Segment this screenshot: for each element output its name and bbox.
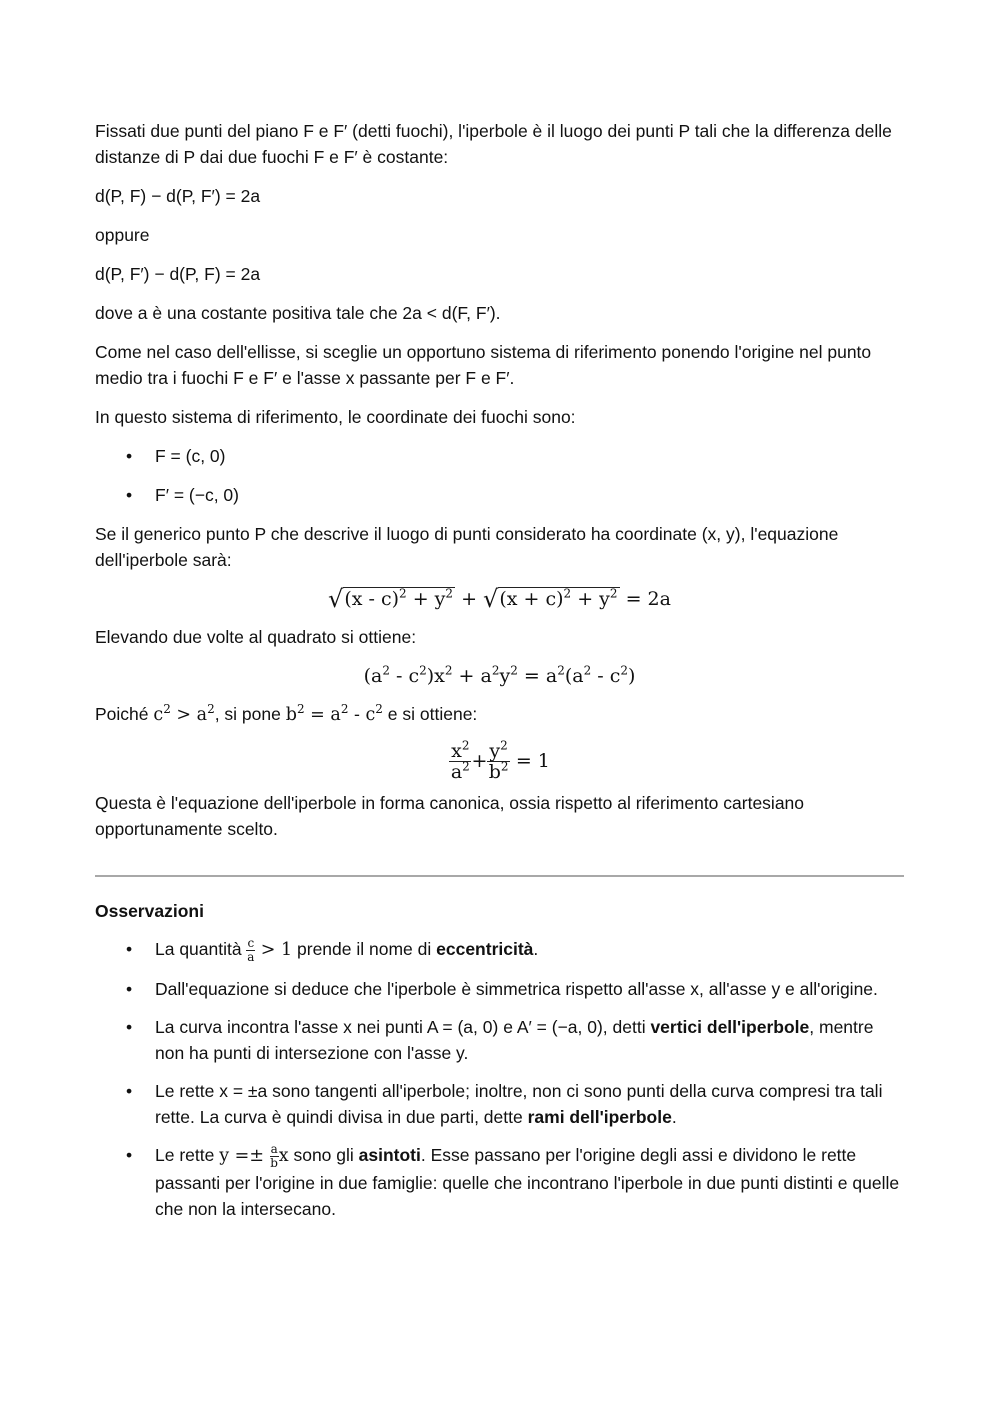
equation-rhs: = 2a — [619, 588, 671, 610]
list-item: • Le rette y =± $\frac{a}{b}$ x sono gli asintoti. Esse passano per l'origine degli assi e dividono le rette passanti per l'origine in due famiglie: quelle che incontrano l'iperbole in due punti distinti e quelle che non la intersecano. — [155, 1142, 904, 1222]
plus-sign: + — [471, 749, 488, 772]
fraction-x-over-a: $\frac{x^2}{a^2}$ — [450, 738, 470, 783]
squared-equation — [95, 663, 904, 689]
fraction-a-over-b: $\frac{a}{b}$ — [270, 1141, 278, 1170]
canonical-equation — [95, 738, 904, 783]
equation-difference-2: d(P, F′) − d(P, F) = 2a — [95, 264, 261, 284]
canonical-form-paragraph: Questa è l'equazione dell'iperbole in forma canonica, ossia rispetto al riferimento cartesiano opportunamente scelto. — [95, 793, 805, 839]
squaring-paragraph: Elevando due volte al quadrato si ottiene: — [95, 627, 417, 647]
foci-list — [95, 443, 904, 508]
equation-intro-paragraph: Se il generico punto P che descrive il luogo di punti considerato ha coordinate (x, y), l'equazione dell'iperbole sarà: — [95, 524, 839, 570]
constant-paragraph: dove a è una costante positiva tale che 2a < d(F, F′). — [95, 303, 501, 323]
equation-difference-1: d(P, F) − d(P, F′) = 2a — [95, 186, 261, 206]
radicand-2: $(x + c)^2 + y^2$ — [499, 586, 618, 610]
equation-rhs: = 1 — [509, 749, 550, 772]
fraction-c-over-a: $\frac{c}{a}$ — [247, 935, 255, 964]
substitution-paragraph: Poiché $c^2 > a^2$, si pone $b^2 = a^2 - c^2$ e si ottiene: — [95, 702, 478, 725]
list-item: • La curva incontra l'asse x nei punti A = (a, 0) e A′ = (−a, 0), detti vertici dell'iperbole, mentre non ha punti di intersezione con l'asse y. — [155, 1014, 904, 1066]
list-item: • La quantità $\frac{c}{a}$ > 1 prende il nome di eccentricità. — [155, 936, 904, 964]
observations-heading: Osservazioni — [95, 901, 204, 921]
foci-intro-paragraph: In questo sistema di riferimento, le coordinate dei fuochi sono: — [95, 407, 576, 427]
canonical-equation-math — [449, 738, 550, 783]
observations-list — [95, 936, 904, 1222]
radical-equation-math — [328, 585, 671, 613]
radical-equation — [95, 586, 904, 612]
radical-sign-icon: √ — [483, 585, 499, 613]
definition-paragraph: Fissati due punti del piano F e F′ (detti fuochi), l'iperbole è il luogo dei punti P tali che la differenza delle distanze di P dai due fuochi F e F′ è costante: — [95, 121, 892, 167]
oppure-text: oppure — [95, 225, 150, 245]
plus-sign: + — [455, 588, 484, 610]
radicand-1: $(x - c)^2 + y^2$ — [344, 586, 454, 610]
list-item: • Le rette x = ±a sono tangenti all'iperbole; inoltre, non ci sono punti della curva compresi tra tali rette. La curva è quindi divisa in due parti, dette rami dell'iperbole. — [155, 1078, 904, 1130]
list-item: • F = (c, 0) — [155, 443, 904, 469]
square-root-2 — [483, 586, 620, 612]
radical-sign-icon: √ — [328, 585, 344, 613]
square-root-1 — [328, 586, 455, 612]
list-item: • Dall'equazione si deduce che l'iperbole è simmetrica rispetto all'asse x, all'asse y e all'origine. — [155, 976, 904, 1002]
list-item: • F′ = (−c, 0) — [155, 482, 904, 508]
squared-equation-math: $(a^2 - c^2)x^2 + a^2y^2 = a^2(a^2 - c^2)$ — [363, 663, 636, 687]
section-divider — [95, 875, 904, 877]
reference-system-paragraph: Come nel caso dell'ellisse, si sceglie un opportuno sistema di riferimento ponendo l'origine nel punto medio tra i fuochi F e F′ e l'asse x passante per F e F′. — [95, 342, 872, 388]
fraction-y-over-b: $\frac{y^2}{b^2}$ — [488, 738, 509, 783]
